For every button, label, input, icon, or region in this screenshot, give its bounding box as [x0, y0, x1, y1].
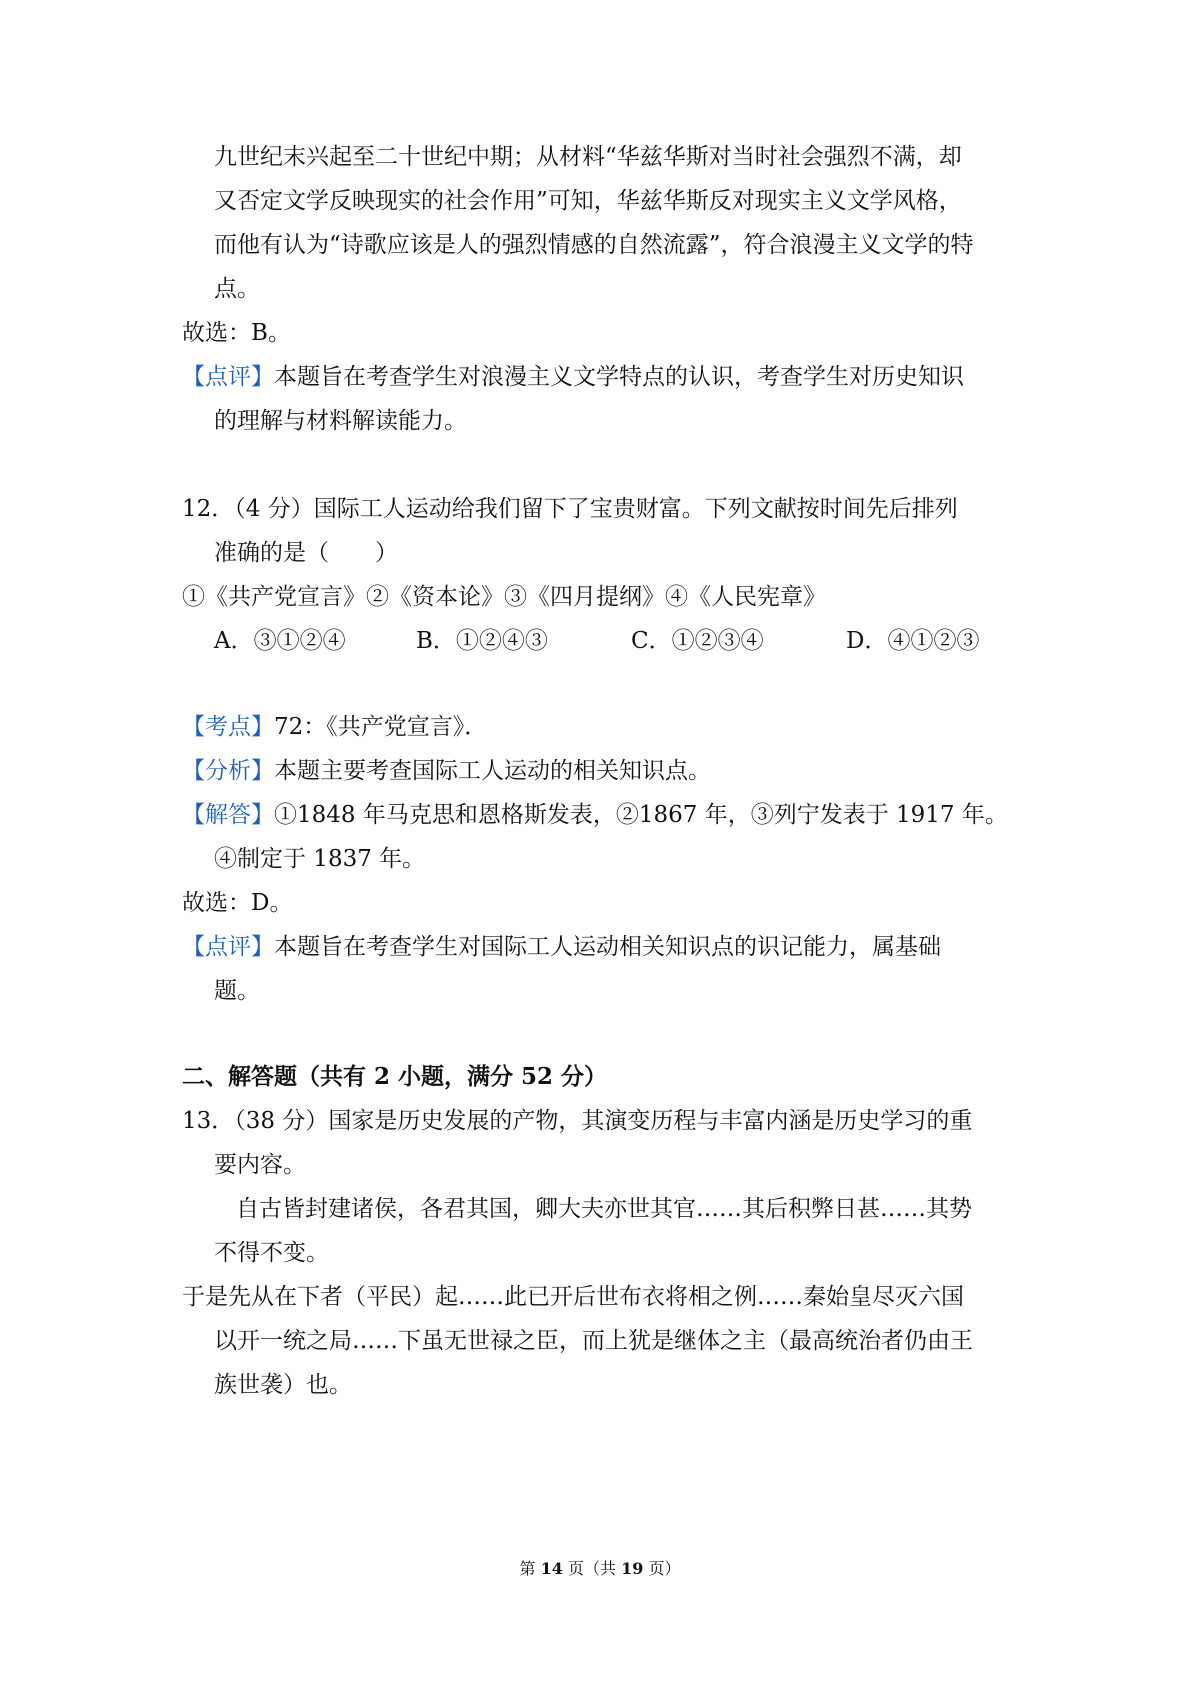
option-d: D．④①②③	[846, 628, 980, 654]
prev-analysis-line-3: 而他有认为“诗歌应该是人的强烈情感的自然流露”，符合浪漫主义文学的特	[214, 232, 974, 258]
review-tag: 【点评】	[182, 934, 274, 960]
option-a: A．③①②④	[214, 628, 346, 654]
solution-tag: 【解答】	[182, 802, 274, 828]
q12-review	[182, 932, 941, 962]
q12-solution	[182, 800, 1008, 830]
prev-review-text: 本题旨在考查学生对浪漫主义文学特点的认识，考查学生对历史知识	[274, 364, 964, 390]
q12-answer: 故选：D。	[182, 890, 293, 916]
page-footer	[0, 1558, 1200, 1580]
q12-solution-line-2: ④制定于 1837 年。	[214, 846, 426, 872]
q12-point	[182, 712, 487, 742]
q12-items: ①《共产党宣言》②《资本论》③《四月提纲》④《人民宪章》	[182, 584, 826, 610]
q13-material-line-5: 族世袭）也。	[214, 1372, 352, 1398]
q13-material-line-1: 自古皆封建诸侯，各君其国，卿大夫亦世其官……其后积弊日甚……其势	[236, 1196, 972, 1222]
footer-middle: 页（共	[567, 1559, 616, 1578]
total-pages: 19	[621, 1559, 644, 1578]
prev-review-line-2: 的理解与材料解读能力。	[214, 408, 467, 434]
q12-review-text: 本题旨在考查学生对国际工人运动相关知识点的识记能力，属基础	[274, 934, 941, 960]
option-b: B．①②④③	[416, 628, 548, 654]
prev-analysis-line-2: 又否定文学反映现实的社会作用”可知，华兹华斯反对现实主义文学风格，	[214, 188, 962, 214]
analysis-text: 本题主要考查国际工人运动的相关知识点。	[274, 758, 711, 784]
point-text: 72：《共产党宣言》．	[274, 714, 488, 740]
point-tag: 【考点】	[182, 714, 274, 740]
prev-analysis-line-1: 九世纪末兴起至二十世纪中期；从材料“华兹华斯对当时社会强烈不满，却	[214, 144, 962, 170]
q12-stem-line-2: 准确的是（ ）	[214, 540, 398, 566]
review-tag: 【点评】	[182, 364, 274, 390]
q13-stem-line-1: 13．（38 分）国家是历史发展的产物，其演变历程与丰富内涵是历史学习的重	[182, 1108, 973, 1134]
footer-suffix: 页）	[648, 1559, 681, 1578]
q12-analysis	[182, 756, 711, 786]
footer-prefix: 第	[519, 1559, 536, 1578]
prev-answer: 故选：B。	[182, 320, 291, 346]
q12-stem-line-1: 12．（4 分）国际工人运动给我们留下了宝贵财富。下列文献按时间先后排列	[182, 496, 958, 522]
q13-material-line-3: 于是先从在下者（平民）起……此已开后世布衣将相之例……秦始皇尽灭六国	[182, 1284, 964, 1310]
q13-material-line-4: 以开一统之局……下虽无世禄之臣，而上犹是继体之主（最高统治者仍由王	[214, 1328, 973, 1354]
option-c: C．①②③④	[631, 628, 764, 654]
page-number: 14	[540, 1559, 563, 1578]
solution-text: ①1848 年马克思和恩格斯发表，②1867 年，③列宁发表于 1917 年。	[274, 802, 1008, 828]
q13-stem-line-2: 要内容。	[214, 1152, 306, 1178]
q13-material-line-2: 不得不变。	[214, 1240, 329, 1266]
prev-analysis-line-4: 点。	[214, 276, 260, 302]
q12-review-line-2: 题。	[214, 978, 260, 1004]
analysis-tag: 【分析】	[182, 758, 274, 784]
prev-review	[182, 362, 964, 392]
section-title: 二、解答题（共有 2 小题，满分 52 分）	[182, 1063, 608, 1090]
